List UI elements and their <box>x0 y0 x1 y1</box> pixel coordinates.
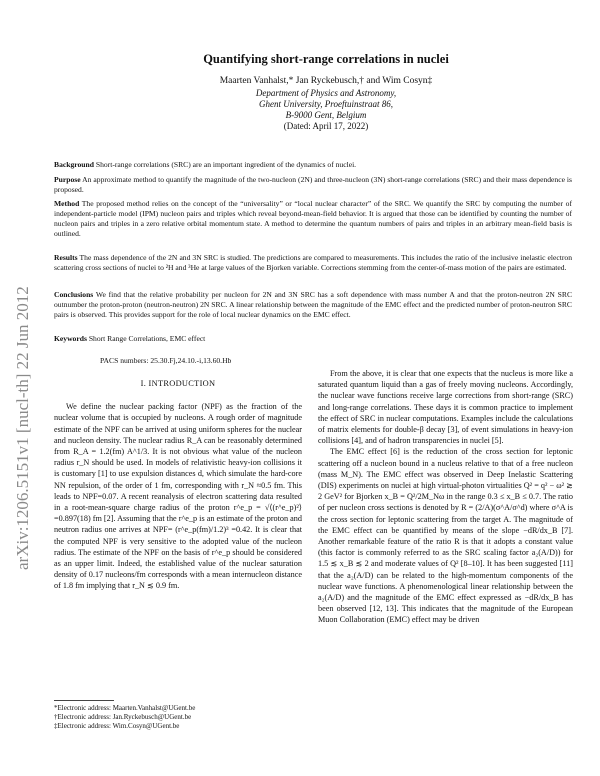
footnote: ‡Electronic address: Wim.Cosyn@UGent.be <box>54 722 180 730</box>
arxiv-sidebar <box>10 210 34 570</box>
abstract-purpose <box>54 175 572 195</box>
affiliation-line: B-9000 Gent, Belgium <box>285 110 367 120</box>
right-column <box>318 368 573 626</box>
abstract-background <box>54 160 572 170</box>
affiliation <box>80 88 572 121</box>
abstract-text: An approximate method to quantify the magnitude of the two-nucleon (2N) and three-nucleon (3N) short-range correlations (SRC) and their mass dependence is proposed. <box>54 175 572 194</box>
footnote: †Electronic address: Jan.Ryckebusch@UGent.be <box>54 713 192 721</box>
affiliation-line: Ghent University, Proeftuinstraat 86, <box>259 99 393 109</box>
abstract-conclusions <box>54 290 572 320</box>
section-title: I. INTRODUCTION <box>140 379 216 388</box>
abstract-text: The mass dependence of the 2N and 3N SRC is studied. The predictions are compared to measurements. This includes the ratio of the inclusive inelastic electron scattering cross sections of nuclei to ²H and ³He at large values of the Bjorken variable. Corrections stemming from the center-of-mass motion of the pairs are estimated. <box>54 253 573 272</box>
paragraph: From the above, it is clear that one expects that the nucleus is more like a saturated quantum liquid than a gas of freely moving nucleons. Accordingly, the nuclear wave functions receive large corrections from short-range (SRC) and long-range correlations. These days it is common practice to implement the effect of SRC in nuclear computations. Examples include the calculations of matrix elements for double-β decay [3], of event simulations in heavy-ion collisions [4], and of hadron transparencies in nuclei [5]. <box>318 369 573 446</box>
author-list: Maarten Vanhalst,* Jan Ryckebusch,† and Wim Cosyn‡ <box>219 76 433 86</box>
abstract-keywords <box>54 334 572 344</box>
abstract-text: We find that the relative probability per nucleon for 2N and 3N SRC has a soft dependence with mass number A and that the proton-neutron 2N SRC outnumber the proton-proton (neutron-neutron) 2N SRC. A linear relationship between the magnitude of the EMC effect and the predicted number of proton-neutron SRC pairs is observed. This provides support for the role of local nuclear dynamics on the EMC effect. <box>54 290 573 319</box>
abstract-label: Conclusions <box>54 290 94 299</box>
left-column <box>54 378 302 592</box>
abstract-label: Keywords <box>54 334 87 343</box>
footnote-rule <box>54 700 114 701</box>
paper-title: Quantifying short-range correlations in nuclei <box>203 52 449 66</box>
abstract-text: Short-range correlations (SRC) are an important ingredient of the dynamics of nuclei. <box>95 160 357 169</box>
date-line: (Dated: April 17, 2022) <box>283 121 369 131</box>
abstract-results <box>54 253 572 273</box>
abstract-label: Results <box>54 253 78 262</box>
abstract-label: Method <box>54 199 80 208</box>
arxiv-id: arXiv:1206.5151v1 [nucl-th] 22 Jun 2012 <box>13 286 32 570</box>
pacs-numbers: PACS numbers: 25.30.Fj,24.10.-i,13.60.Hb <box>100 356 232 365</box>
abstract-text: Short Range Correlations, EMC effect <box>88 334 206 343</box>
paragraph: The EMC effect [6] is the reduction of the cross section for leptonic scattering off a nucleon bound in a nucleus relative to that of a free nucleon (mass M_N). The EMC effect was observed in Deep Inelastic Scattering (DIS) experiments on nuclei at high virtual-photon virtualities Q² = q² − ω² ≳ 2 GeV² for Bjorken x_B = Q²/2M_Nω in the range 0.3 ≤ x_B ≤ 0.7. The ratio of per nucleon cross sections is denoted by R = (2/A)(σ^A/σ^d) where σ^A is the cross section for leptonic scattering from the target A. The magnitude of the EMC effect can be quantified by means of the slope −dR/dx_B [7]. Another remarkable feature of the ratio R is that it adopts a constant value (this factor is commonly referred to as the SRC scaling factor a₂(A/D)) for 1.5 ≲ x_B ≲ 2 and moderate values of Q² [8–10]. It has been suggested [11] that the a₂(A/D) can be related to the high-momentum components of the nuclear wave functions. A phenomenological linear relationship between the a₂(A/D) and the magnitude of the EMC effect expressed as −dR/dx_B has been observed [12, 13]. This indicates that the magnitude of the European Muon Collaboration (EMC) effect may be driven <box>318 447 573 625</box>
affiliation-line: Department of Physics and Astronomy, <box>255 88 397 98</box>
abstract-label: Background <box>54 160 94 169</box>
footnote: *Electronic address: Maarten.Vanhalst@UGent.be <box>54 704 196 712</box>
paragraph: We define the nuclear packing factor (NPF) as the fraction of the nuclear volume that is occupied by nucleons. A rough order of magnitude estimate of the NPF can be arrived at using uniform spheres for the nuclear and nucleon density. The nuclear radius R_A can be reasonably determined from R_A = 1.2(fm) A^1/3. It is not obvious what value of the nucleon radius r_N should be used. In models of relativistic heavy-ion collisions it is customary [1] to use expulsion distances d, which simulate the hard-core NN repulsion, of the order of 1 fm, corresponding with r_N ≈0.5 fm. This leads to NPF=0.07. A recent reanalysis of electron scattering data resulted in a root-mean-square charge radius of the proton r^e_p = √⟨(r^e_p)²⟩=0.897(18) fm [2]. Assuming that the r^e_p is an estimate of the proton and neutron radius one arrives at NPF= (r^e_p(fm)/1.2)³ =0.42. It is clear that the computed NPF is very sensitive to the adopted value of the nucleon radius. The estimate of the NPF on the basis of r^e_p should be considered as an upper limit. Indeed, the established value of the nuclear saturation density of 0.17 nucleons/fm corresponds with a mean internucleon distance of 1.8 fm implying that r_N ≲ 0.9 fm. <box>54 402 302 591</box>
abstract-method <box>54 199 572 239</box>
abstract-text: The proposed method relies on the concept of the “universality” or “local nuclear character” of the SRC. We quantify the SRC by computing the number of independent-particle model (IPM) nucleon pairs and triples which reveal beyond-mean-field behavior. It is argued that those can be identified by counting the number of nucleon pairs and triples in a zero relative orbital momentum state. A method to determine the quantum numbers of pairs and triples in an arbitrary mean-field basis is outlined. <box>54 199 573 238</box>
arxiv-id-svg <box>10 210 34 570</box>
abstract-label: Purpose <box>54 175 81 184</box>
